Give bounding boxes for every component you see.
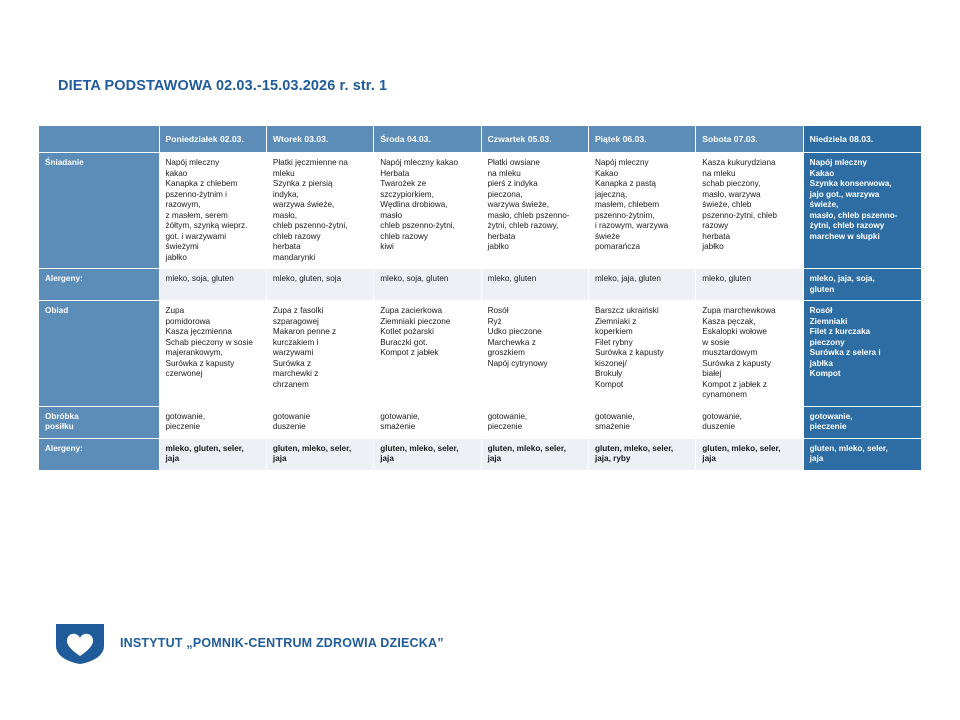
cell-allergens-dinner-monday: mleko, gluten, seler, jaja <box>159 438 266 470</box>
table-row-allergens-dinner <box>39 438 922 470</box>
cell-breakfast-thursday: Płatki owsiane na mleku pierś z indyka pieczona, warzywa świeże, masło, chleb pszenno- żytni, chleb razowy, herbata jabłko <box>481 153 588 269</box>
column-header-wednesday: Środa 04.03. <box>374 126 481 153</box>
page-title: DIETA PODSTAWOWA 02.03.-15.03.2026 r. str. 1 <box>58 78 388 94</box>
cell-breakfast-wednesday: Napój mleczny kakao Herbata Twarożek ze szczypiorkiem, Wędlina drobiowa, masło chleb pszenno-żytni, chleb razowy kiwi <box>374 153 481 269</box>
cell-processing-monday: gotowanie, pieczenie <box>159 406 266 438</box>
cell-processing-tuesday: gotowanie duszenie <box>266 406 373 438</box>
table-corner-cell <box>39 126 160 153</box>
column-header-tuesday: Wtorek 03.03. <box>266 126 373 153</box>
cell-allergens-breakfast-saturday: mleko, gluten <box>696 269 803 301</box>
cell-processing-sunday: gotowanie, pieczenie <box>803 406 921 438</box>
table-row-breakfast <box>39 153 922 269</box>
cell-processing-thursday: gotowanie, pieczenie <box>481 406 588 438</box>
column-header-friday: Piątek 06.03. <box>588 126 695 153</box>
cell-processing-wednesday: gotowanie, smażenie <box>374 406 481 438</box>
cell-allergens-breakfast-monday: mleko, soja, gluten <box>159 269 266 301</box>
table-header-row <box>39 126 922 153</box>
cell-allergens-breakfast-tuesday: mleko, gluten, soja <box>266 269 373 301</box>
cell-dinner-sunday: Rosół Ziemniaki Filet z kurczaka pieczony Surówka z selera i jabłka Kompot <box>803 301 921 407</box>
cell-allergens-dinner-thursday: gluten, mleko, seler, jaja <box>481 438 588 470</box>
row-label-dinner: Obiad <box>39 301 160 407</box>
heart-in-shield-icon <box>52 620 108 666</box>
cell-processing-saturday: gotowanie, duszenie <box>696 406 803 438</box>
column-header-sunday: Niedziela 08.03. <box>803 126 921 153</box>
table-row-processing <box>39 406 922 438</box>
row-label-allergens-breakfast: Alergeny: <box>39 269 160 301</box>
cell-breakfast-friday: Napój mleczny Kakao Kanapka z pastą jajeczną, masłem, chlebem pszenno-żytnim, i razowym, warzywa świeże pomarańcza <box>588 153 695 269</box>
cell-dinner-thursday: Rosół Ryż Udko pieczone Marchewka z groszkiem Napój cytrynowy <box>481 301 588 407</box>
institution-name: INSTYTUT „POMNIK-CENTRUM ZDROWIA DZIECKA” <box>120 636 444 650</box>
footer-logo <box>52 620 444 666</box>
table-row-dinner <box>39 301 922 407</box>
column-header-monday: Poniedziałek 02.03. <box>159 126 266 153</box>
cell-dinner-saturday: Zupa marchewkowa Kasza pęczak, Eskalopki wołowe w sosie musztardowym Surówka z kapusty białej Kompot z jabłek z cynamonem <box>696 301 803 407</box>
cell-allergens-breakfast-thursday: mleko, gluten <box>481 269 588 301</box>
cell-allergens-breakfast-friday: mleko, jaja, gluten <box>588 269 695 301</box>
cell-allergens-dinner-tuesday: gluten, mleko, seler, jaja <box>266 438 373 470</box>
row-label-processing: Obróbka posiłku <box>39 406 160 438</box>
cell-allergens-breakfast-sunday: mleko, jaja, soja, gluten <box>803 269 921 301</box>
row-label-breakfast: Śniadanie <box>39 153 160 269</box>
menu-table <box>38 125 922 471</box>
cell-dinner-friday: Barszcz ukraiński Ziemniaki z koperkiem Filet rybny Surówka z kapusty kiszonej/ Brokuły Kompot <box>588 301 695 407</box>
row-label-allergens-dinner: Alergeny: <box>39 438 160 470</box>
table-row-allergens-breakfast <box>39 269 922 301</box>
cell-allergens-dinner-saturday: gluten, mleko, seler, jaja <box>696 438 803 470</box>
cell-breakfast-monday: Napój mleczny kakao Kanapka z chlebem pszenno-żytnim i razowym, z masłem, serem żółtym, szynką wieprz. got. i warzywami świeżymi jabłko <box>159 153 266 269</box>
cell-allergens-dinner-friday: gluten, mleko, seler, jaja, ryby <box>588 438 695 470</box>
cell-dinner-wednesday: Zupa zacierkowa Ziemniaki pieczone Kotlet pożarski Buraczki got. Kompot z jabłek <box>374 301 481 407</box>
cell-allergens-dinner-wednesday: gluten, mleko, seler, jaja <box>374 438 481 470</box>
column-header-saturday: Sobota 07.03. <box>696 126 803 153</box>
cell-allergens-dinner-sunday: gluten, mleko, seler, jaja <box>803 438 921 470</box>
column-header-thursday: Czwartek 05.03. <box>481 126 588 153</box>
cell-breakfast-saturday: Kasza kukurydziana na mleku schab pieczony, masło, warzywa świeże, chleb pszenno-żytni, chleb razowy herbata jabłko <box>696 153 803 269</box>
cell-dinner-tuesday: Zupa z fasolki szparagowej Makaron penne z kurczakiem i warzywami Surówka z marchewki z chrzanem <box>266 301 373 407</box>
cell-breakfast-sunday: Napój mleczny Kakao Szynka konserwowa, jajo got., warzywa świeże, masło, chleb pszenno- żytni, chleb razowy marchew w słupki <box>803 153 921 269</box>
cell-allergens-breakfast-wednesday: mleko, soja, gluten <box>374 269 481 301</box>
cell-dinner-monday: Zupa pomidorowa Kasza jęczmienna Schab pieczony w sosie majerankowym, Surówka z kapusty czerwonej <box>159 301 266 407</box>
cell-breakfast-tuesday: Płatki jęczmienne na mleku Szynka z piersią indyka, warzywa świeże, masło, chleb pszenno-żytni, chleb razowy herbata mandarynki <box>266 153 373 269</box>
cell-processing-friday: gotowanie, smażenie <box>588 406 695 438</box>
